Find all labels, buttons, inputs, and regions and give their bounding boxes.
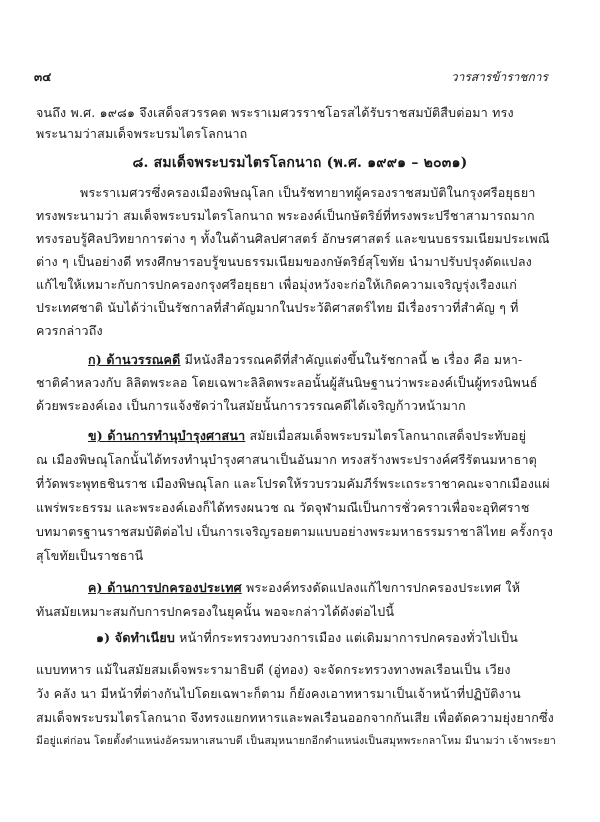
text-line: ประเทศชาติ นับได้ว่าเป็นรัชกาลที่สำคัญมากในประวัติศาสตร์ไทย มีเรื่องราวที่สำคัญ ๆ ที่	[36, 300, 519, 315]
text-line: มีอยู่แต่ก่อน โดยตั้งตำแหน่งอัครมหาเสนาบดี เป็นสมุหนายกอีกตำแหน่งเป็นสมุหพระกลาโหม มีนามว่า เจ้าพระยา	[36, 735, 556, 747]
text-line: ณ เมืองพิษณุโลกนั้นได้ทรงทำนุบำรุงศาสนาเป็นอันมาก ทรงสร้างพระปรางค์ศรีรัตนมหาธาตุ	[36, 452, 538, 467]
item-ko: ก) ด้านวรรณคดี มีหนังสือวรรณคดีที่สำคัญแต่งขึ้นในรัชกาลนี้ ๒ เรื่อง คือ มหา-	[88, 352, 523, 367]
text-line: สมเด็จพระบรมไตรโลกนาถ จึงทรงแยกทหารและพลเรือนออกจากกันเสีย เพื่อตัดความยุ่งยากซึ่ง	[36, 710, 554, 725]
text-line: สุโขทัยเป็นราชธานี	[36, 548, 144, 563]
page-header	[34, 68, 548, 88]
text-line: ทรงพระนามว่า สมเด็จพระบรมไตรโลกนาถ พระองค์เป็นกษัตริย์ที่ทรงพระปรีชาสามารถมาก	[36, 208, 535, 223]
text-line: จนถึง พ.ศ. ๑๙๘๑ จึงเสด็จสวรรคต พระราเมศวรราชโอรสได้รับราชสมบัติสืบต่อมา ทรง	[36, 105, 514, 120]
text-line: ชาติคำหลวงกับ ลิลิตพระลอ โดยเฉพาะลิลิตพระลอนั้นผู้สันนิษฐานว่าพระองค์เป็นผู้ทรงนิพนธ์	[36, 375, 538, 390]
item-ko-label: ก) ด้านวรรณคดี	[88, 352, 181, 367]
text-line: ด้วยพระองค์เอง เป็นการแจ้งชัดว่าในสมัยนั้นการวรรณคดีได้เจริญก้าวหน้ามาก	[36, 398, 466, 413]
text-line: แพร่พระธรรม และพระองค์เองก็ได้ทรงผนวช ณ วัดจุฬามณีเป็นการชั่วคราวเพื่อจะอุทิศราช	[36, 500, 530, 515]
item-kho-label: ข) ด้านการทำนุบำรุงศาสนา	[88, 428, 246, 443]
item-kha: ค) ด้านการปกครองประเทศ พระองค์ทรงดัดแปลงแก้ไขการปกครองประเทศ ให้	[88, 580, 521, 595]
section-heading: ๘. สมเด็จพระบรมไตรโลกนาถ (พ.ศ. ๑๙๙๑ – ๒๐๓๑)	[132, 155, 468, 171]
text-line: แก้ไขให้เหมาะกับการปกครองกรุงศรีอยุธยา เพื่อมุ่งหวังจะก่อให้เกิดความเจริญรุ่งเรืองแก่	[36, 277, 518, 292]
text-line: พระราเมศวรซึ่งครองเมืองพิษณุโลก เป็นรัชทายาทผู้ครองราชสมบัติในกรุงศรีอยุธยา	[80, 185, 536, 200]
text-line: ควรกล่าวถึง	[36, 323, 103, 338]
text-line: ต่าง ๆ เป็นอย่างดี ทรงศึกษารอบรู้ขนบธรรมเนียมของกษัตริย์สุโขทัย นำมาปรับปรุงดัดแปลง	[36, 254, 532, 269]
text-line: ที่วัดพระพุทธชินราช เมืองพิษณุโลก และโปรดให้รวบรวมคัมภีร์พระเถระราชาคณะจากเมืองแผ่	[36, 476, 550, 491]
text-line: ทันสมัยเหมาะสมกับการปกครองในยุคนั้น พอจะกล่าวได้ดังต่อไปนี้	[36, 604, 395, 619]
text-line: ทรงรอบรู้ศิลปวิทยาการต่าง ๆ ทั้งในด้านศิลปศาสตร์ อักษรศาสตร์ และขนบธรรมเนียมประเพณี	[36, 231, 550, 246]
sub-item-1-label: ๑) จัดทำเนียบ	[96, 630, 175, 645]
text-line: พระนามว่าสมเด็จพระบรมไตรโลกนาถ	[36, 126, 248, 141]
page-number: ๓๔	[34, 70, 52, 84]
text-line: วัง คลัง นา มีหน้าที่ต่างกันไปโดยเฉพาะก็ตาม ก็ยังคงเอาทหารมาเป็นเจ้าหน้าที่ปฏิบัติงาน	[36, 686, 521, 701]
text-line: แบบทหาร แม้ในสมัยสมเด็จพระรามาธิบดี (อู่ทอง) จะจัดกระทรวงทางพลเรือนเป็น เวียง	[36, 662, 511, 677]
text-line: บทมาตรฐานราชสมบัติต่อไป เป็นการเจริญรอยตามแบบอย่างพระมหาธรรมราชาลิไทย ครั้งกรุง	[36, 524, 554, 539]
sub-item-1: ๑) จัดทำเนียบ หน้าที่กระทรวงทบวงการเมือง แต่เดิมมาการปกครองทั่วไปเป็น	[96, 630, 518, 645]
journal-title: วารสารข้าราชการ	[450, 70, 548, 84]
item-kho: ข) ด้านการทำนุบำรุงศาสนา สมัยเมื่อสมเด็จพระบรมไตรโลกนาถเสด็จประทับอยู่	[88, 428, 527, 443]
item-kha-label: ค) ด้านการปกครองประเทศ	[88, 580, 242, 595]
